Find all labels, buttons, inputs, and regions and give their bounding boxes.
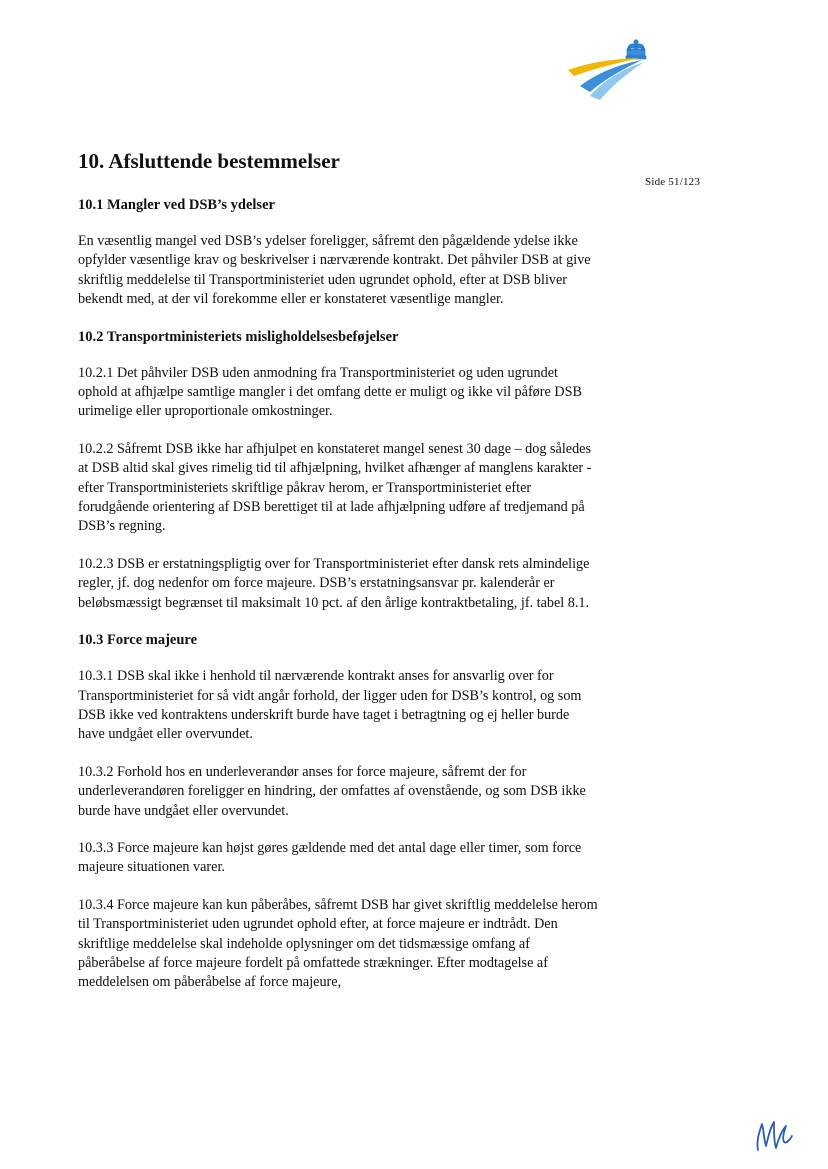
section-heading-10-1: 10.1 Mangler ved DSB’s ydelser	[78, 197, 275, 213]
chapter-title: 10. Afsluttende bestemmelser	[78, 149, 340, 173]
paragraph: En væsentlig mangel ved DSB’s ydelser foreligger, såfremt den pågældende ydelse ikke opfylder væsentlige krav og beskrivelser i nærværende kontrakt. Det påhviler DSB at give skriftlig meddelelse til Transportministeriet uden ugrundet ophold, efter at DSB bliver bekendt med, at der vil forekomme eller er konstateret væsentlige mangler.	[78, 233, 591, 308]
page-number: Side 51/123	[645, 176, 701, 188]
paragraph: 10.2.1 Det påhviler DSB uden anmodning fra Transportministeriet og uden ugrundet ophold at afhjælpe samtlige mangler i det omfang dette er muligt og ikke vil påføre DSB urimelige eller uproportionale omkostninger.	[78, 364, 582, 420]
paragraph: 10.3.3 Force majeure kan højst gøres gældende med det antal dage eller timer, som force majeure situationen varer.	[78, 839, 582, 876]
paragraph: 10.3.1 DSB skal ikke i henhold til nærværende kontrakt anses for ansvarlig over for Transportministeriet for så vidt angår forhold, der ligger uden for DSB’s kontrol, og som DSB ikke ved kontraktens underskrift burde have taget i betragtning og ej heller burde have undgået eller overvundet.	[78, 668, 582, 743]
section-heading-10-2: 10.2 Transportministeriets misligholdelsesbeføjelser	[78, 328, 399, 345]
paragraph: 10.2.2 Såfremt DSB ikke har afhjulpet en konstateret mangel senest 30 dage – dog således at DSB altid skal gives rimelig tid til afhjælpning, hvilket afhænger af manglens karakter - efter Transportministeriets skriftlige påkrav herom, er Transportministeriet efter forudgående orientering af DSB berettiget til at lade afhjælpning udføre af tredjemand på DSB’s regning.	[78, 440, 592, 535]
paragraph: 10.2.3 DSB er erstatningspligtig over for Transportministeriet efter dansk rets almindelige regler, jf. dog nedenfor om force majeure. DSB’s erstatningsansvar pr. kalenderår er beløbsmæssigt begrænset til maksimalt 10 pct. af den årlige kontraktbetaling, jf. tabel 8.1.	[78, 555, 590, 611]
section-heading-10-3: 10.3 Force majeure	[78, 632, 198, 649]
handwritten-initials-icon	[752, 1112, 796, 1156]
dsb-crown-logo-icon	[566, 38, 652, 100]
paragraph: 10.3.2 Forhold hos en underleverandør anses for force majeure, såfremt der for underleverandøren foreligger en hindring, der omfattes af ovenstående, og som DSB ikke burde have undgået eller overvundet.	[78, 763, 586, 819]
document-body	[78, 148, 598, 1011]
paragraph: 10.3.4 Force majeure kan kun påberåbes, såfremt DSB har givet skriftlig meddelelse herom til Transportministeriet uden ugrundet ophold efter, at force majeure er indtrådt. Den skriftlige meddelelse skal indeholde oplysninger om det tidsmæssige omfang af påberåbelse af force majeure fordelt på omfattede strækninger. Efter modtagelse af meddelelsen om påberåbelse af force majeure,	[78, 896, 598, 991]
